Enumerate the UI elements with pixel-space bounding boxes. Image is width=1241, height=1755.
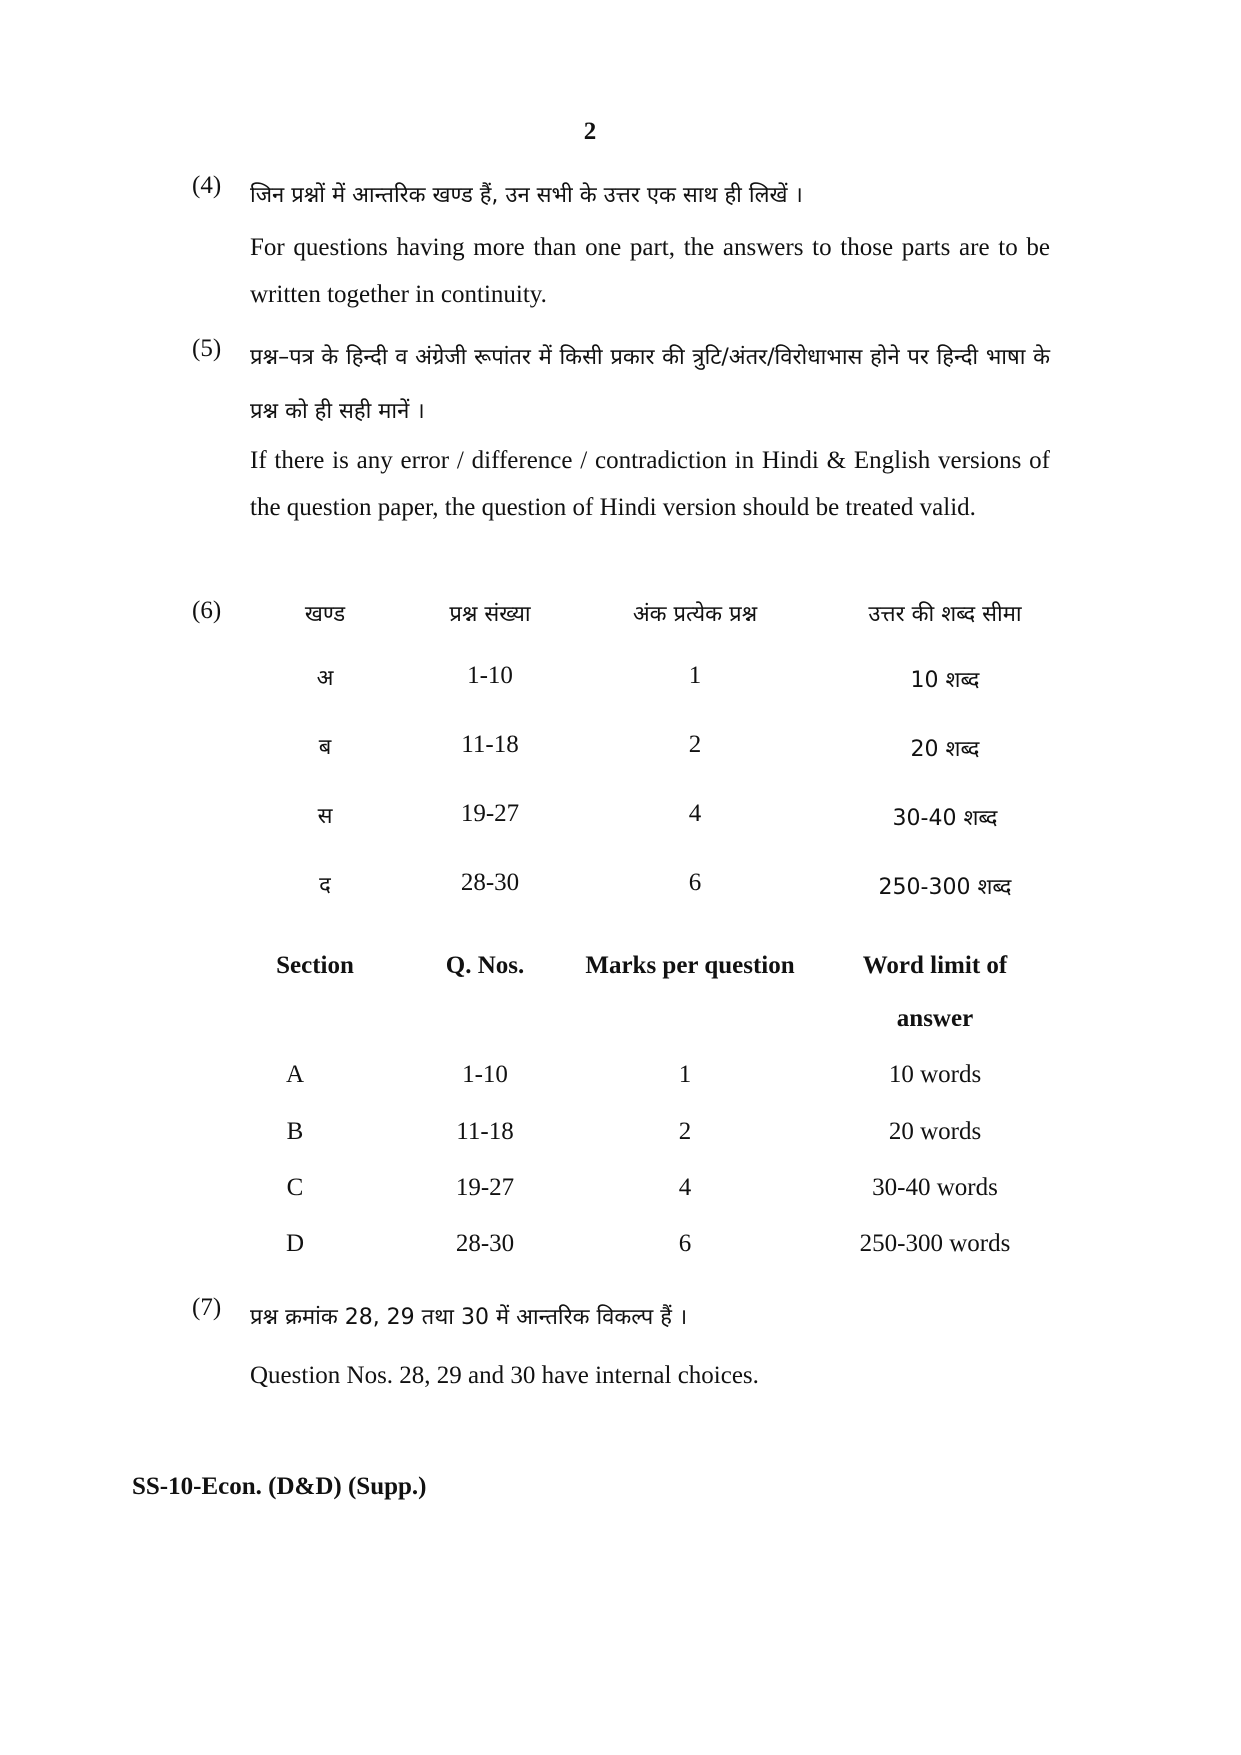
table-cell: 4: [688, 800, 702, 827]
table-cell: 30-40 शब्द: [892, 806, 998, 831]
header-cell: Section: [276, 952, 354, 979]
table-header-row: [0, 598, 1241, 638]
table-row: [0, 1230, 1241, 1270]
table-cell: A: [285, 1061, 305, 1088]
table-cell: 20 words: [888, 1118, 982, 1145]
table-cell: ब: [318, 735, 332, 760]
table-row: [0, 662, 1241, 702]
header-cell: Q. Nos.: [445, 952, 525, 979]
table-cell: 6: [678, 1230, 692, 1257]
table-cell: 1-10: [462, 1061, 508, 1088]
page-number: 2: [583, 118, 597, 145]
table-cell: 250-300 शब्द: [878, 875, 1012, 900]
table-cell: 1-10: [467, 662, 513, 689]
table-cell: 20 शब्द: [910, 737, 980, 762]
table-row: [0, 1118, 1241, 1158]
header-cell: उत्तर की शब्द सीमा: [868, 602, 1022, 627]
table-cell: 28-30: [455, 1230, 515, 1257]
instruction-number: (4): [192, 172, 222, 199]
table-row: [0, 731, 1241, 771]
table-cell: 4: [678, 1174, 692, 1201]
table-cell: 2: [688, 731, 702, 758]
instruction-number: (5): [192, 335, 222, 362]
table-row: [0, 800, 1241, 840]
instruction-hindi: प्रश्न क्रमांक 28, 29 तथा 30 में आन्तरिक विकल्प हैं ।: [250, 1305, 688, 1330]
table-cell: 30-40 words: [872, 1174, 998, 1201]
table-cell: अ: [316, 666, 334, 691]
header-cell: अंक प्रत्येक प्रश्न: [632, 602, 758, 627]
paper-code-footer: SS-10-Econ. (D&D) (Supp.): [132, 1473, 427, 1500]
table-cell: 19-27: [460, 800, 520, 827]
table-cell: 28-30: [460, 869, 520, 896]
table-row: [0, 869, 1241, 909]
table-cell: स: [317, 804, 333, 829]
table-cell: 1: [678, 1061, 692, 1088]
instruction-hindi: प्रश्न–पत्र के हिन्दी व अंग्रेजी रूपांतर में किसी प्रकार की त्रुटि/अंतर/विरोधाभास होने पर हिन्दी भाषा के प्रश्न को ही सही मानें ।: [250, 345, 1050, 424]
instruction-number: (6): [192, 597, 222, 624]
table-cell: 1: [688, 662, 702, 689]
instruction-english: For questions having more than one part, the answers to those parts are to be written together in continuity.: [250, 234, 1050, 308]
table-cell: द: [319, 873, 331, 898]
instruction-english: If there is any error / difference / contradiction in Hindi & English versions of the question paper, the question of Hindi version should be treated valid.: [250, 447, 1050, 521]
instruction-hindi: जिन प्रश्नों में आन्तरिक खण्ड हैं, उन सभी के उत्तर एक साथ ही लिखें ।: [250, 183, 803, 208]
header-cell: Word limit of: [862, 952, 1008, 979]
table-cell: 2: [678, 1118, 692, 1145]
table-header-row: [0, 952, 1241, 992]
table-cell: 10 words: [888, 1061, 982, 1088]
table-header-row: [0, 1005, 1241, 1045]
table-cell: 250-300 words: [859, 1230, 1011, 1257]
table-cell: D: [285, 1230, 305, 1257]
instruction-english: Question Nos. 28, 29 and 30 have internal choices.: [250, 1362, 759, 1389]
table-cell: 10 शब्द: [910, 668, 980, 693]
instruction-number: (7): [192, 1294, 222, 1321]
header-cell: खण्ड: [304, 602, 346, 627]
table-cell: C: [286, 1174, 304, 1201]
table-cell: 11-18: [456, 1118, 514, 1145]
table-cell: 6: [688, 869, 702, 896]
header-cell: answer: [896, 1005, 974, 1032]
table-row: [0, 1061, 1241, 1101]
header-cell: Marks per question: [585, 952, 795, 979]
table-cell: B: [286, 1118, 304, 1145]
table-row: [0, 1174, 1241, 1214]
table-cell: 19-27: [455, 1174, 515, 1201]
table-cell: 11-18: [461, 731, 519, 758]
header-cell: प्रश्न संख्या: [449, 602, 531, 627]
